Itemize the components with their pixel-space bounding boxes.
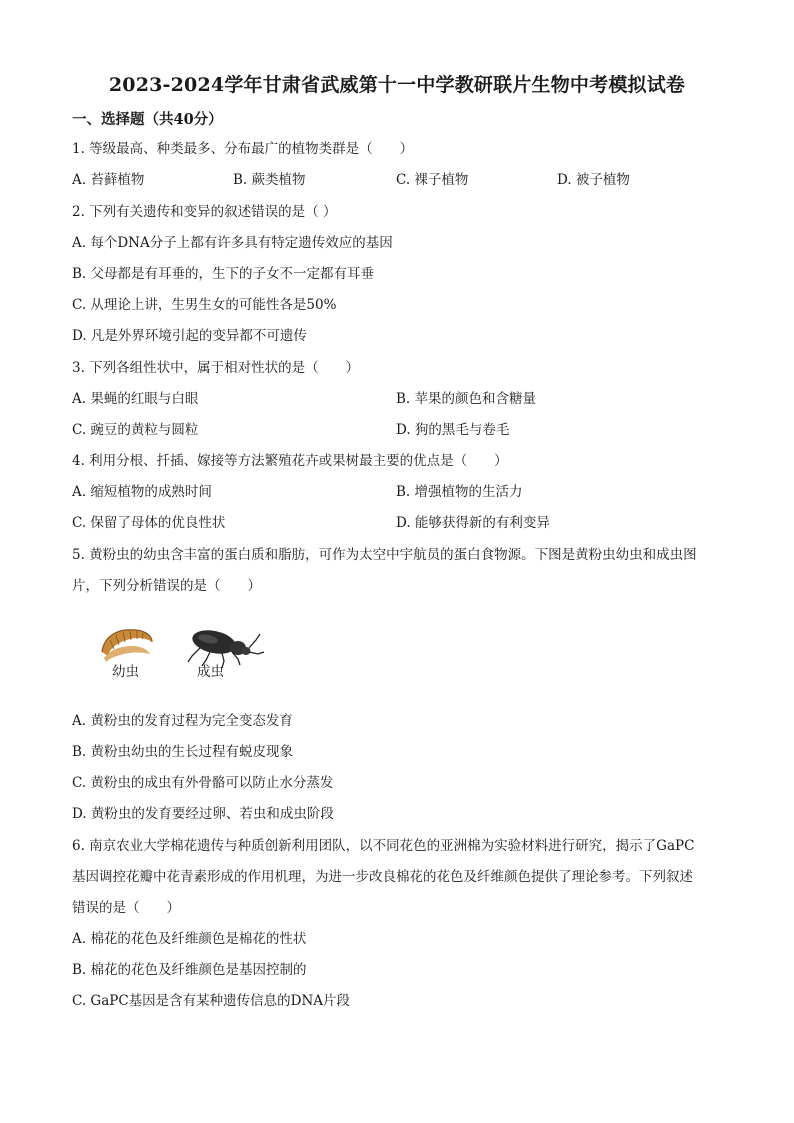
q4-option-c: C. 保留了母体的优良性状 [72, 515, 226, 531]
q3-option-d: D. 狗的黑毛与卷毛 [396, 422, 510, 438]
q3-option-c: C. 豌豆的黄粒与圆粒 [72, 422, 199, 438]
q5-option-b: B. 黄粉虫幼虫的生长过程有蜕皮现象 [72, 744, 294, 760]
question-1-stem: 1. 等级最高、种类最多、分布最广的植物类群是（ ） [72, 141, 414, 157]
q5-option-d: D. 黄粉虫的发育要经过卵、若虫和成虫阶段 [72, 806, 334, 822]
question-6-stem-line-1: 6. 南京农业大学棉花遗传与种质创新利用团队，以不同花色的亚洲棉为实验材料进行研究，揭示了GaPC [72, 838, 695, 854]
q4-option-b: B. 增强植物的生活力 [396, 484, 523, 500]
q2-option-c: C. 从理论上讲，生男生女的可能性各是50% [72, 297, 337, 313]
caption-larva: 幼虫 [112, 664, 139, 680]
question-2-stem: 2. 下列有关遗传和变异的叙述错误的是（ ） [72, 204, 337, 220]
q4-option-a: A. 缩短植物的成熟时间 [72, 484, 212, 500]
q3-option-a: A. 果蝇的红眼与白眼 [72, 391, 199, 407]
larva-image [102, 630, 152, 662]
q5-option-c: C. 黄粉虫的成虫有外骨骼可以防止水分蒸发 [72, 775, 334, 791]
q6-option-a: A. 棉花的花色及纤维颜色是棉花的性状 [72, 931, 307, 947]
q1-option-c: C. 裸子植物 [396, 172, 469, 188]
q2-option-a: A. 每个DNA分子上都有许多具有特定遗传效应的基因 [72, 235, 393, 251]
q1-option-b: B. 蕨类植物 [233, 172, 306, 188]
question-6-stem-line-3: 错误的是（ ） [72, 900, 180, 916]
q1-option-a: A. 苔藓植物 [72, 172, 145, 188]
question-4-stem: 4. 利用分根、扦插、嫁接等方法繁殖花卉或果树最主要的优点是（ ） [72, 453, 508, 469]
section-heading: 一、选择题（共40分） [72, 111, 223, 128]
question-6-stem-line-2: 基因调控花瓣中花青素形成的作用机理，为进一步改良棉花的花色及纤维颜色提供了理论参考。下列叙述 [72, 869, 693, 885]
q2-option-d: D. 凡是外界环境引起的变异都不可遗传 [72, 328, 307, 344]
page-title: 2023-2024学年甘肃省武威第十一中学教研联片生物中考模拟试卷 [108, 74, 686, 96]
question-3-stem: 3. 下列各组性状中，属于相对性状的是（ ） [72, 360, 360, 376]
q6-option-c: C. GaPC基因是含有某种遗传信息的DNA片段 [72, 993, 351, 1009]
q4-option-d: D. 能够获得新的有利变异 [396, 515, 550, 531]
q2-option-b: B. 父母都是有耳垂的，生下的子女不一定都有耳垂 [72, 266, 375, 282]
q3-option-b: B. 苹果的颜色和含糖量 [396, 391, 537, 407]
q1-option-d: D. 被子植物 [557, 172, 630, 188]
q5-option-a: A. 黄粉虫的发育过程为完全变态发育 [72, 713, 293, 729]
caption-adult: 成虫 [197, 664, 224, 680]
question-5-stem-line-2: 片，下列分析错误的是（ ） [72, 578, 261, 594]
q6-option-b: B. 棉花的花色及纤维颜色是基因控制的 [72, 962, 307, 978]
question-5-stem-line-1: 5. 黄粉虫的幼虫含丰富的蛋白质和脂肪，可作为太空中宇航员的蛋白食物源。下图是黄粉虫幼虫和成虫图 [72, 547, 697, 563]
